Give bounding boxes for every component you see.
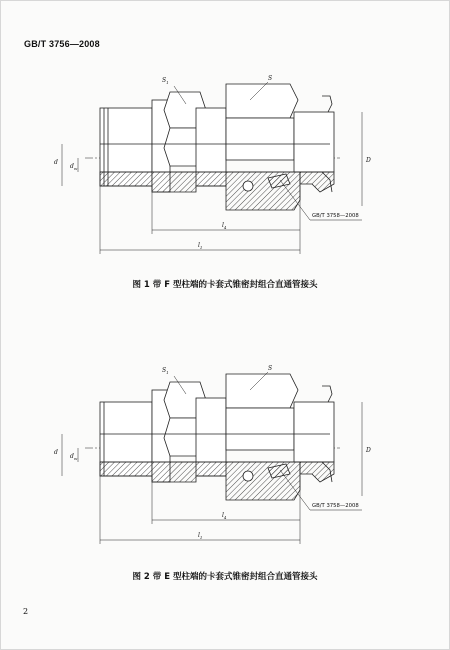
- label-D: D: [366, 447, 371, 454]
- label-s: S: [268, 75, 273, 82]
- figure-2-drawing: [0, 350, 450, 560]
- label-s1: $S_1$: [162, 367, 169, 375]
- standard-number: GB/T 3756—2008: [24, 39, 100, 49]
- label-s1: $S_1$: [162, 77, 169, 85]
- label-l1: $l_1$: [198, 532, 203, 540]
- figure-1-caption: 图 1 带 F 型柱端的卡套式锥密封组合直通管接头: [132, 280, 318, 290]
- label-l1: $l_1$: [198, 242, 203, 250]
- reference-standard: GB/T 3758—2008: [312, 213, 359, 219]
- label-s: S: [268, 365, 273, 372]
- reference-standard: GB/T 3758—2008: [312, 503, 359, 509]
- figure-1-drawing: [0, 60, 450, 270]
- label-dw: $d_w$: [70, 163, 78, 171]
- label-dw: $d_w$: [70, 453, 78, 461]
- label-l4: $l_4$: [222, 222, 227, 230]
- label-l4: $l_4$: [222, 512, 227, 520]
- label-d: d: [54, 449, 58, 456]
- figure-2-caption: 图 2 带 E 型柱端的卡套式锥密封组合直通管接头: [132, 572, 318, 582]
- label-d: d: [54, 159, 58, 166]
- label-D: D: [366, 157, 371, 164]
- page-number: 2: [23, 607, 29, 616]
